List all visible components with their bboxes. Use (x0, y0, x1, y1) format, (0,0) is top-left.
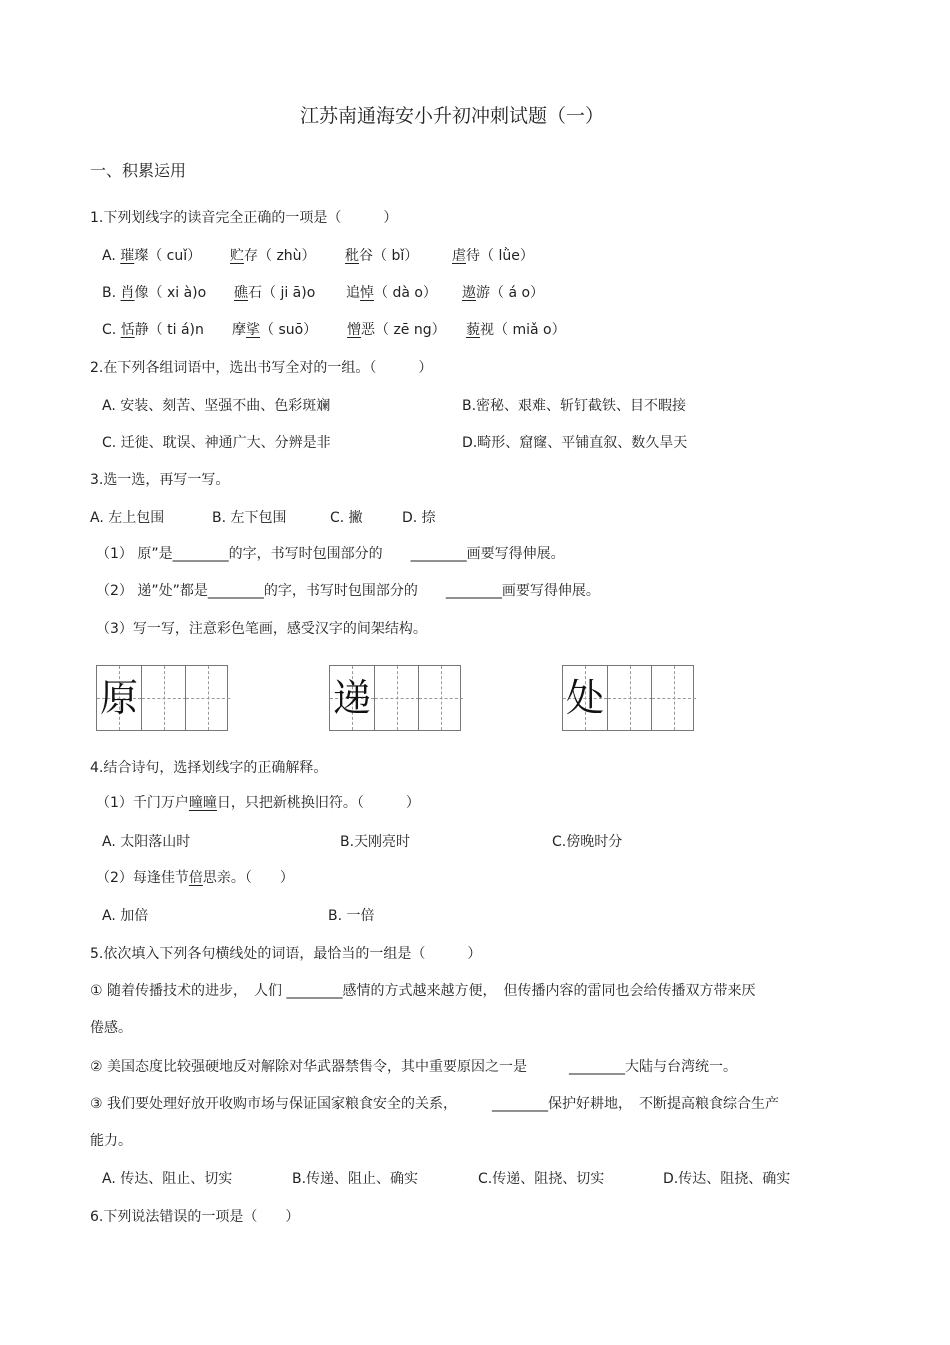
underlined-char: 藐 (466, 322, 480, 338)
q5-option-c: C.传递、阻挠、切实 (478, 1171, 605, 1187)
reading: 谷（ bǐ） (359, 248, 419, 264)
q1-a-word3 (345, 246, 418, 266)
q2-option-a: A. 安装、刻苦、坚强不曲、色彩斑斓 (102, 398, 331, 414)
grid-cell (563, 666, 607, 730)
grid-cell (141, 666, 186, 730)
underlined-char: 璀 (120, 248, 135, 264)
q4-sub2 (96, 868, 294, 888)
text: 思亲。（ ） (202, 870, 294, 886)
q1-c-word2 (232, 320, 317, 340)
underlined-char: 憎 (347, 322, 361, 338)
q5-option-d: D.传达、阻挠、确实 (663, 1171, 791, 1187)
q3-option-b: B. 左下包围 (212, 510, 287, 526)
q3-option-d: D. 捺 (402, 510, 436, 526)
reading: 恶（ zē ng） (361, 322, 446, 338)
q1-a-word4 (452, 246, 534, 266)
writing-grid-2 (329, 665, 461, 731)
q1-a-word2 (230, 246, 316, 266)
q3-stem: 3.选一选，再写一写。 (90, 472, 230, 488)
plain-char: 追 (346, 285, 360, 301)
page-title: 江苏南通海安小升初冲刺试题（一） (300, 105, 605, 127)
grid-cell (374, 666, 419, 730)
character-main: 处 (565, 676, 604, 720)
character-main: 原 (99, 676, 138, 720)
q1-c-word4 (466, 320, 566, 340)
q5-sentence-1-cont: 倦感。 (90, 1020, 132, 1036)
q4-stem: 4.结合诗句，选择划线字的正确解释。 (90, 760, 328, 776)
reading: 像（ xi à)o (134, 285, 207, 301)
reading: 静（ ti á)n (134, 322, 204, 338)
reading: （ dà o） (374, 285, 437, 301)
q2-option-b: B.密秘、艰难、斩钉截铁、目不暇接 (462, 398, 687, 414)
q3-sub1: （1） 原”是________的字，书写时包围部分的 ________画要写得伸展。 (96, 546, 565, 562)
grid-cell (97, 666, 141, 730)
q1-stem: 1.下列划线字的读音完全正确的一项是（ ） (90, 210, 398, 226)
text: （1）千门万户 (96, 795, 189, 811)
text: （2）每逢佳节 (96, 870, 189, 886)
q3-sub2: （2） 递”处”都是________的字，书写时包围部分的 ________画要写得伸展。 (96, 583, 600, 599)
q3-sub3: （3）写一写，注意彩色笔画，感受汉字的间架结构。 (96, 621, 427, 637)
grid-cell (330, 666, 374, 730)
underlined-char: 挲 (246, 322, 260, 338)
q1-option-b (102, 283, 206, 303)
character-main: 递 (332, 676, 371, 720)
q5-sentence-2: ② 美国态度比较强硬地反对解除对华武器禁售令，其中重要原因之一是 ________大陆与台湾统一。 (90, 1059, 737, 1075)
section-heading: 一、积累运用 (90, 161, 187, 180)
q4-sub2-option-a: A. 加倍 (102, 908, 149, 924)
reading: 视（ miǎ o） (480, 322, 566, 338)
q1-b-word3 (346, 283, 437, 303)
q1-option-c (102, 320, 204, 340)
q4-sub1-option-b: B.天刚亮时 (340, 834, 411, 850)
q3-option-a: A. 左上包围 (90, 510, 165, 526)
underlined-char: 遨 (462, 285, 476, 301)
underlined-char: 悼 (360, 285, 374, 301)
writing-grid-1 (96, 665, 228, 731)
reading: 游（ á o） (476, 285, 545, 301)
q2-stem: 2.在下列各组词语中，选出书写全对的一组。（ ） (90, 360, 433, 376)
q6-stem: 6.下列说法错误的一项是（ ） (90, 1209, 300, 1225)
q1-b-word2 (234, 283, 315, 303)
reading: 璨（ cuǐ） (134, 248, 202, 264)
q1-option-a (102, 246, 201, 266)
underlined-word: 倍 (188, 870, 203, 886)
option-label: B. (102, 285, 117, 301)
q2-option-c: C. 迁徙、耽误、神通广大、分辨是非 (102, 435, 331, 451)
reading: 存（ zhù） (244, 248, 316, 264)
grid-cell (185, 666, 230, 730)
writing-grid-3 (562, 665, 694, 731)
grid-cell (607, 666, 652, 730)
underlined-char: 虐 (452, 248, 466, 264)
q5-stem: 5.依次填入下列各句横线处的词语，最恰当的一组是（ ） (90, 946, 482, 962)
underlined-char: 恬 (120, 322, 135, 338)
plain-char: 摩 (232, 322, 246, 338)
underlined-char: 秕 (345, 248, 359, 264)
underlined-char: 肖 (120, 285, 135, 301)
q3-option-c: C. 撇 (330, 510, 363, 526)
q2-option-d: D.畸形、窟窿、平铺直叙、数久旱天 (462, 435, 688, 451)
q5-sentence-3-cont: 能力。 (90, 1133, 132, 1149)
q5-sentence-1: ① 随着传播技术的进步， 人们 ________感情的方式越来越方便， 但传播内容的雷同也会给传播双方带来厌 (90, 983, 756, 999)
grid-cell (651, 666, 696, 730)
q4-sub2-option-b: B. 一倍 (328, 908, 375, 924)
q1-c-word3 (347, 320, 446, 340)
q5-sentence-3: ③ 我们要处理好放开收购市场与保证国家粮食安全的关系， ________保护好耕地， 不断提高粮食综合生产 (90, 1096, 779, 1112)
q5-option-b: B.传递、阻止、确实 (292, 1171, 419, 1187)
underlined-char: 礁 (234, 285, 248, 301)
option-label: C. (102, 322, 117, 338)
q4-sub1-option-a: A. 太阳落山时 (102, 834, 191, 850)
q1-b-word4 (462, 283, 544, 303)
text: 日，只把新桃换旧符。（ ） (216, 795, 420, 811)
underlined-word: 曈曈 (188, 795, 217, 811)
q4-sub1 (96, 793, 420, 813)
reading: 石（ ji ā)o (248, 285, 316, 301)
reading: （ suō） (260, 322, 318, 338)
underlined-char: 贮 (230, 248, 244, 264)
q4-sub1-option-c: C.傍晚时分 (552, 834, 623, 850)
q5-option-a: A. 传达、阻止、切实 (102, 1171, 233, 1187)
option-label: A. (102, 248, 116, 264)
grid-cell (418, 666, 463, 730)
reading: 待（ lǜe） (466, 248, 534, 264)
